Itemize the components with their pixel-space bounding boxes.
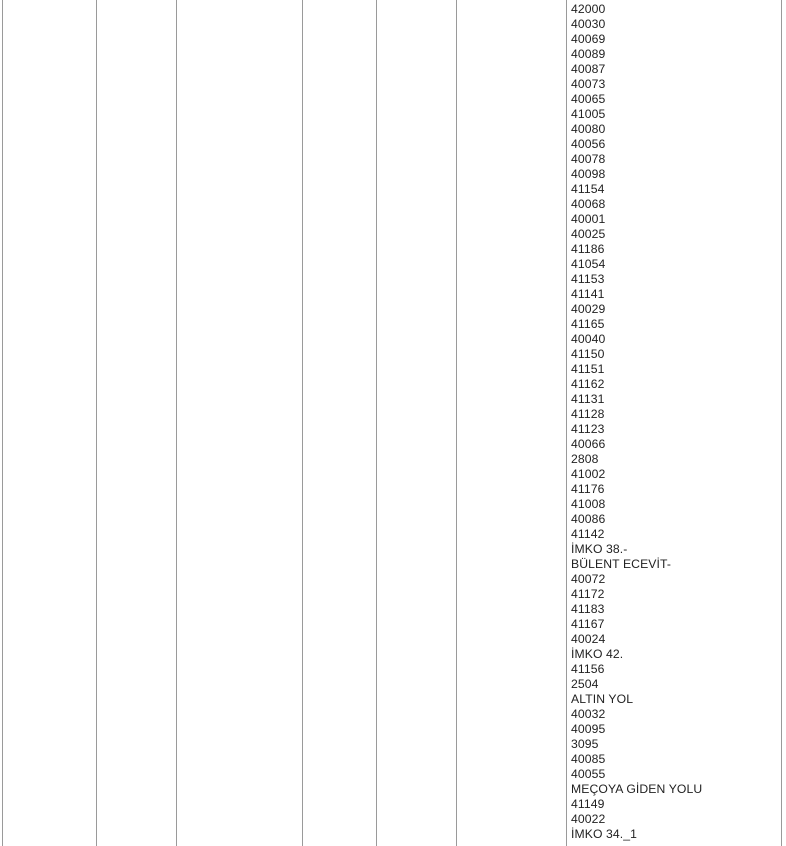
cell-value: 42000 <box>571 2 606 16</box>
cell-value: 41128 <box>571 407 605 421</box>
column-border <box>376 0 377 846</box>
cell-value: İMKO 42. <box>571 647 624 661</box>
cell-value: 41008 <box>571 497 606 511</box>
cell-value: 40086 <box>571 512 606 526</box>
cell-value: 40072 <box>571 572 606 586</box>
column-border <box>456 0 457 846</box>
cell-value: 40098 <box>571 167 606 181</box>
cell-value: 41149 <box>571 797 605 811</box>
cell-value: 40073 <box>571 77 606 91</box>
cell-value: MEÇOYA GİDEN YOLU <box>571 782 703 796</box>
cell-value: 40055 <box>571 767 606 781</box>
cell-value: 40080 <box>571 122 606 136</box>
cell-value: 41165 <box>571 317 605 331</box>
cell-value: 41151 <box>571 362 605 376</box>
cell-value: 41162 <box>571 377 605 391</box>
cell-value: 40029 <box>571 302 606 316</box>
column-border <box>96 0 97 846</box>
cell-value: İMKO 38.- <box>571 542 628 556</box>
last-column-cell <box>571 2 702 842</box>
cell-value: 40065 <box>571 92 606 106</box>
cell-value: 40030 <box>571 17 606 31</box>
cell-value: 40095 <box>571 722 606 736</box>
column-border <box>302 0 303 846</box>
cell-value: 41186 <box>571 242 605 256</box>
cell-value: 40069 <box>571 32 606 46</box>
column-border <box>781 0 782 846</box>
cell-value: 41153 <box>571 272 605 286</box>
cell-value: 41123 <box>571 422 605 436</box>
cell-value: 40040 <box>571 332 606 346</box>
cell-value: 41142 <box>571 527 605 541</box>
column-border <box>176 0 177 846</box>
cell-value: 40078 <box>571 152 606 166</box>
cell-value: 41005 <box>571 107 606 121</box>
cell-value: 41054 <box>571 257 606 271</box>
cell-value: 41167 <box>571 617 605 631</box>
cell-value: 40032 <box>571 707 606 721</box>
cell-value: 41183 <box>571 602 605 616</box>
cell-value: 40022 <box>571 812 606 826</box>
cell-value: 40056 <box>571 137 606 151</box>
cell-value: 41172 <box>571 587 605 601</box>
cell-value: 41176 <box>571 482 605 496</box>
cell-value: 41131 <box>571 392 605 406</box>
cell-value: 40068 <box>571 197 606 211</box>
cell-value: BÜLENT ECEVİT- <box>571 557 672 571</box>
cell-value: 41156 <box>571 662 605 676</box>
cell-value: 41141 <box>571 287 605 301</box>
cell-value: 40025 <box>571 227 606 241</box>
cell-value: ALTIN YOL <box>571 692 634 706</box>
column-border <box>566 0 567 846</box>
cell-value: 41154 <box>571 182 605 196</box>
cell-value: 2504 <box>571 677 599 691</box>
cell-value: 40066 <box>571 437 606 451</box>
column-border <box>2 0 3 846</box>
cell-value: 40089 <box>571 47 606 61</box>
cell-value: 40024 <box>571 632 606 646</box>
cell-value: İMKO 34._1 <box>571 827 638 841</box>
cell-value: 40087 <box>571 62 606 76</box>
cell-value: 40001 <box>571 212 606 226</box>
cell-value: 41150 <box>571 347 605 361</box>
cell-value: 40085 <box>571 752 606 766</box>
cell-value: 2808 <box>571 452 599 466</box>
cell-value: 41002 <box>571 467 606 481</box>
cell-value: 3095 <box>571 737 599 751</box>
